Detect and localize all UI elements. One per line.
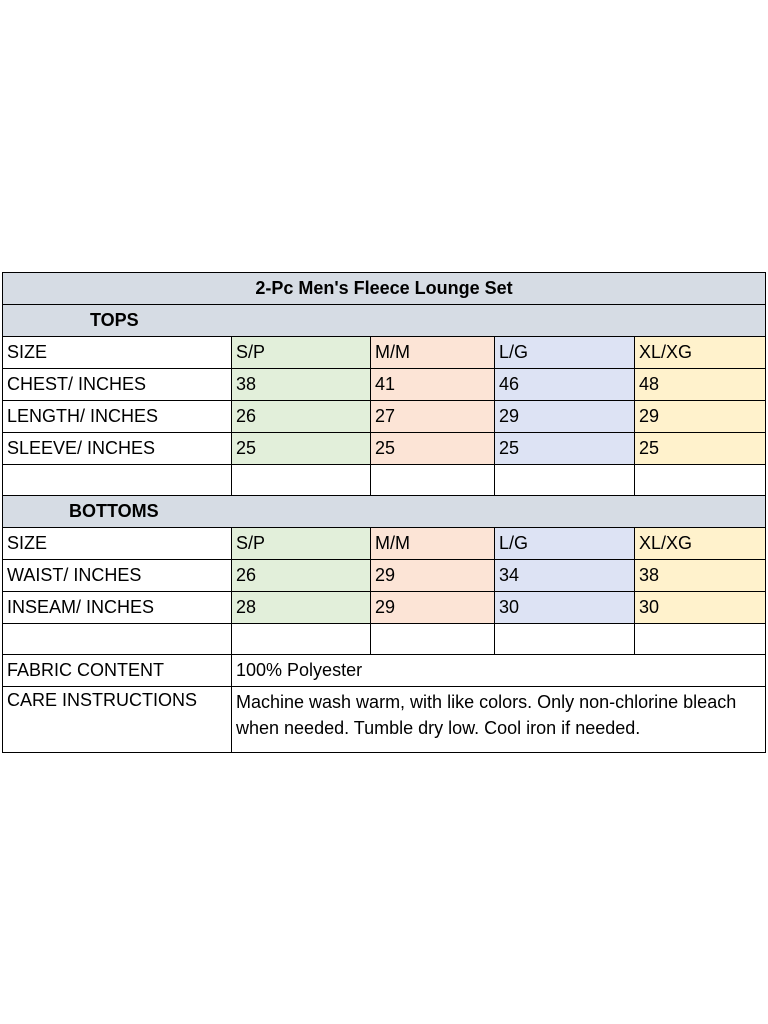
table-row (3, 369, 766, 401)
care-row (3, 687, 766, 753)
cell-lg: 46 (495, 369, 635, 401)
row-label: LENGTH/ INCHES (3, 401, 232, 433)
cell-mm: 25 (371, 433, 495, 465)
cell-lg: 25 (495, 433, 635, 465)
cell-mm: 41 (371, 369, 495, 401)
cell-sp: 28 (232, 592, 371, 624)
cell-lg: L/G (495, 337, 635, 369)
cell-mm: 27 (371, 401, 495, 433)
table-row (3, 433, 766, 465)
size-chart-table (2, 272, 766, 753)
blank-cell (495, 465, 635, 496)
cell-sp: 26 (232, 401, 371, 433)
cell-xl: XL/XG (635, 337, 766, 369)
row-label: SIZE (3, 528, 232, 560)
bottoms-heading-text: BOTTOMS (69, 501, 159, 521)
blank-cell (635, 624, 766, 655)
cell-xl: 29 (635, 401, 766, 433)
cell-xl: XL/XG (635, 528, 766, 560)
fabric-label: FABRIC CONTENT (3, 655, 232, 687)
cell-mm: 29 (371, 592, 495, 624)
row-label: SLEEVE/ INCHES (3, 433, 232, 465)
cell-lg: 30 (495, 592, 635, 624)
cell-mm: 29 (371, 560, 495, 592)
tops-heading (3, 305, 766, 337)
table-row (3, 337, 766, 369)
table-row (3, 560, 766, 592)
cell-lg: L/G (495, 528, 635, 560)
cell-mm: M/M (371, 337, 495, 369)
blank-row (3, 624, 766, 655)
bottoms-heading (3, 496, 766, 528)
blank-row (3, 465, 766, 496)
cell-sp: 38 (232, 369, 371, 401)
fabric-value: 100% Polyester (232, 655, 766, 687)
blank-cell (371, 624, 495, 655)
cell-sp: 26 (232, 560, 371, 592)
blank-cell (232, 624, 371, 655)
cell-xl: 48 (635, 369, 766, 401)
row-label: INSEAM/ INCHES (3, 592, 232, 624)
title-row (3, 273, 766, 305)
blank-cell (495, 624, 635, 655)
cell-sp: 25 (232, 433, 371, 465)
blank-cell (232, 465, 371, 496)
care-label: CARE INSTRUCTIONS (3, 687, 232, 753)
blank-cell (371, 465, 495, 496)
row-label: CHEST/ INCHES (3, 369, 232, 401)
fabric-row (3, 655, 766, 687)
blank-cell (3, 624, 232, 655)
cell-lg: 29 (495, 401, 635, 433)
table-row (3, 528, 766, 560)
row-label: SIZE (3, 337, 232, 369)
table-row (3, 592, 766, 624)
care-value: Machine wash warm, with like colors. Only non-chlorine bleach when needed. Tumble dry low. Cool iron if needed. (232, 687, 766, 753)
cell-xl: 38 (635, 560, 766, 592)
cell-xl: 30 (635, 592, 766, 624)
cell-sp: S/P (232, 337, 371, 369)
blank-cell (635, 465, 766, 496)
table-row (3, 401, 766, 433)
row-label: WAIST/ INCHES (3, 560, 232, 592)
bottoms-section-row (3, 496, 766, 528)
tops-heading-text: TOPS (90, 310, 139, 330)
blank-cell (3, 465, 232, 496)
tops-section-row (3, 305, 766, 337)
cell-lg: 34 (495, 560, 635, 592)
cell-xl: 25 (635, 433, 766, 465)
chart-title: 2-Pc Men's Fleece Lounge Set (3, 273, 766, 305)
cell-mm: M/M (371, 528, 495, 560)
cell-sp: S/P (232, 528, 371, 560)
